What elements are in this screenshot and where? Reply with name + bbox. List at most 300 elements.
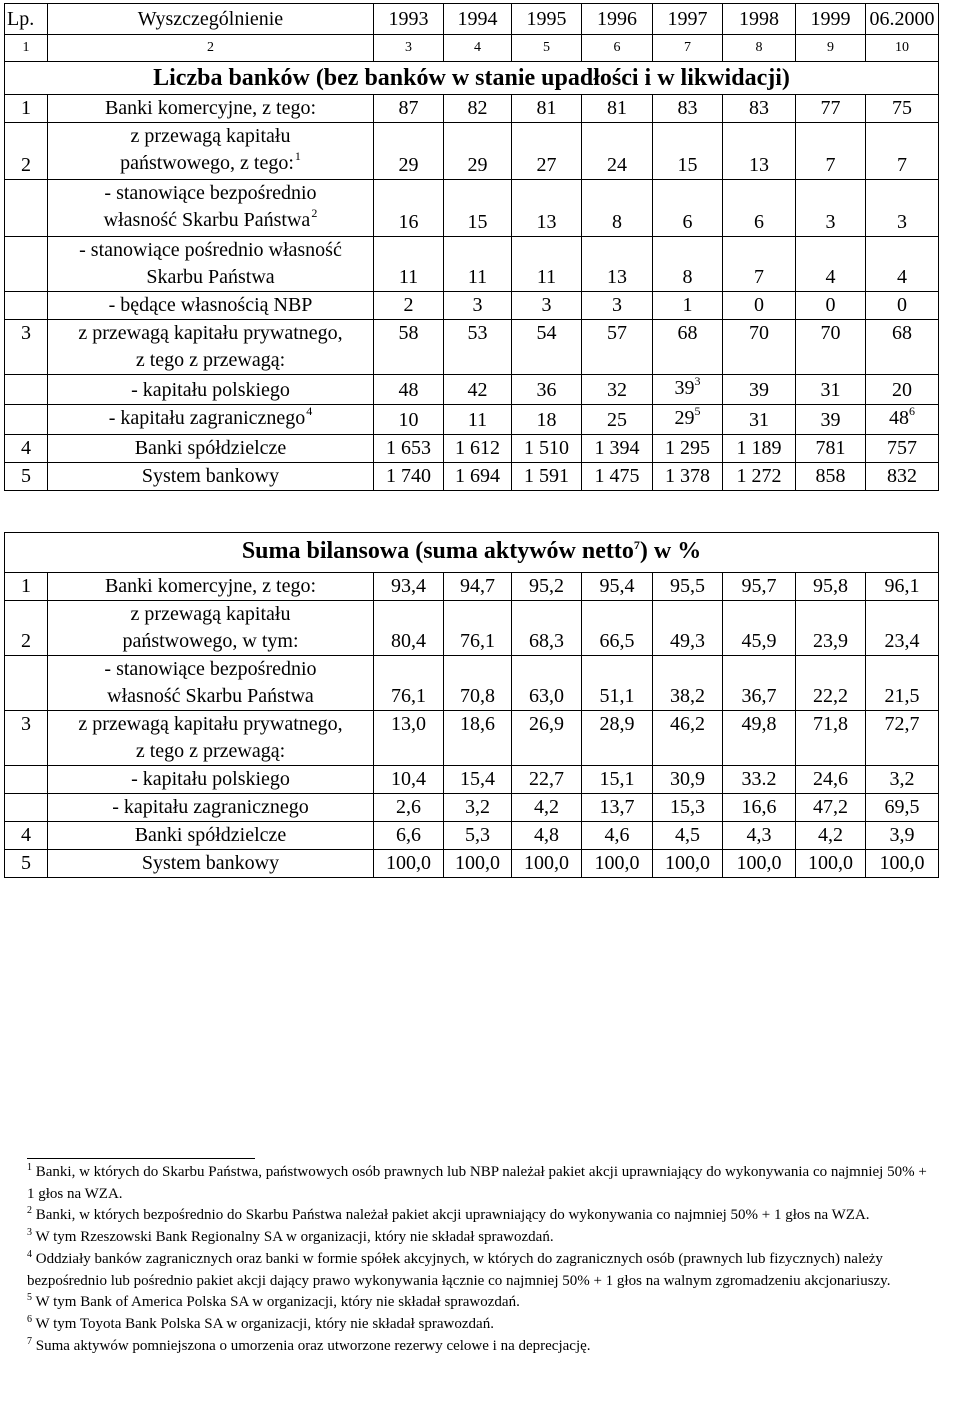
table-row [5,766,939,794]
value: 77 [820,97,841,119]
value: 2 [403,294,414,316]
row-description [48,292,374,320]
value: 70 [820,322,841,344]
value: 94,7 [460,575,495,597]
value: 82 [467,97,488,119]
footnote-ref: 1 [294,149,301,163]
value-cell [866,794,939,822]
value-cell [653,794,723,822]
value: 23,9 [813,630,848,652]
value: 68 [892,322,912,344]
value-cell [796,573,866,601]
table-row [5,237,939,292]
value-cell [866,180,939,237]
table-row [5,320,939,375]
value-cell [444,95,512,123]
value: 10 [398,409,419,431]
value-cell [796,822,866,850]
row-label-line1: System bankowy [141,852,280,874]
row-lp: 4 [5,822,48,850]
footnote-number: 7 [27,1336,32,1347]
value: 100,0 [524,852,569,874]
table-row [5,822,939,850]
value: 96,1 [884,575,920,597]
value-cell [723,405,796,435]
value: 4,6 [604,824,630,846]
value: 39 [749,379,769,401]
row-label-line1: z przewagą kapitału prywatnego, [78,713,343,735]
value: 95,7 [741,575,777,597]
value-cell [512,320,582,375]
value: 4 [897,266,907,288]
value: 832 [887,465,917,487]
value-cell [582,794,653,822]
value-cell [866,711,939,766]
value-cell [444,573,512,601]
row-label-line1: Banki komercyjne, z tego: [104,97,317,119]
footnote-text: Banki, w których bezpośrednio do Skarbu Państwa należał pakiet akcji uprawniający do wykonywania co najmniej 50% + 1 głos na WZA. [35,1207,870,1223]
value-cell [653,656,723,711]
value-cell [723,123,796,180]
value-cell [444,794,512,822]
table-row [5,123,939,180]
value-cell [796,766,866,794]
value: 3 [541,294,552,316]
value-cell [374,292,444,320]
value-cell [723,711,796,766]
value: 75 [892,97,912,119]
value-cell [866,123,939,180]
value: 31 [820,379,841,401]
value-cell [512,123,582,180]
value-cell [796,850,866,878]
footnote [27,1162,927,1205]
value-cell [796,375,866,405]
value-cell [444,123,512,180]
value-cell [796,711,866,766]
value-cell [512,573,582,601]
column-number-row [5,35,939,62]
value-cell [444,180,512,237]
value: 54 [536,322,557,344]
row-lp: 1 [5,573,48,601]
value-cell [723,180,796,237]
value-cell [866,95,939,123]
row-description [48,601,374,656]
value-cell [444,822,512,850]
value-cell [444,656,512,711]
value: 48 [889,407,909,429]
value: 3,2 [889,768,915,790]
value: 24 [607,154,627,176]
section-title: Liczba banków (bez banków w stanie upadłości i w likwidacji) [5,62,939,95]
value-cell [444,435,512,463]
section-title-row [5,62,939,95]
value: 757 [887,437,917,459]
row-label-line2: państwowego, w tym: [122,630,299,652]
value-cell [796,95,866,123]
value: 68 [677,322,698,344]
value: 72,7 [884,713,920,735]
row-label-line2: państwowego, z tego: [120,152,294,174]
value-cell [796,463,866,491]
column-number: 3 [374,35,444,62]
value-cell [723,463,796,491]
value: 13 [536,211,557,233]
value: 87 [398,97,419,119]
column-number: 4 [444,35,512,62]
value: 66,5 [599,630,635,652]
value-cell [866,237,939,292]
footnote-number: 1 [27,1162,32,1173]
value-cell [796,405,866,435]
value-cell [866,766,939,794]
value: 20 [892,379,912,401]
value: 18,6 [460,713,495,735]
value: 47,2 [813,796,848,818]
footnote-text: W tym Bank of America Polska SA w organizacji, który nie składał sprawozdań. [35,1294,520,1310]
header-lp: Lp. [5,4,48,35]
footnote-number: 6 [27,1314,32,1325]
value-cell [512,435,582,463]
column-number: 8 [723,35,796,62]
row-description [48,822,374,850]
value-cell [866,822,939,850]
value: 71,8 [813,713,848,735]
value-cell [512,405,582,435]
value: 781 [815,437,846,459]
row-lp [5,375,48,405]
value-cell [374,711,444,766]
value: 1 740 [386,465,431,487]
footnote [27,1336,927,1358]
value-cell [723,292,796,320]
value: 45,9 [741,630,777,652]
table-row [5,601,939,656]
value: 42 [467,379,488,401]
value: 1 653 [386,437,431,459]
row-lp: 2 [5,601,48,656]
value: 3,9 [889,824,915,846]
value-cell [653,375,723,405]
footnote-ref: 7 [633,538,640,552]
value-cell [866,435,939,463]
value: 18 [536,409,557,431]
value-cell [512,375,582,405]
value: 32 [607,379,627,401]
value-cell [866,656,939,711]
header-year: 1993 [374,4,444,35]
footnote-number: 3 [27,1227,32,1238]
value-cell [723,794,796,822]
value: 27 [536,154,557,176]
column-number: 6 [582,35,653,62]
value-cell [374,405,444,435]
value: 1 272 [736,465,782,487]
row-lp: 5 [5,850,48,878]
value: 15 [467,211,488,233]
table-row [5,656,939,711]
value-cell [444,463,512,491]
value-cell [723,375,796,405]
value: 11 [467,266,488,288]
value-cell [374,435,444,463]
value: 8 [682,266,693,288]
balance-sum-table [4,532,939,878]
footnote [27,1227,927,1249]
value: 11 [536,266,557,288]
row-label-line1: - stanowiące bezpośrednio [104,182,317,204]
value: 53 [467,322,488,344]
value-cell [653,405,723,435]
row-description [48,794,374,822]
footnotes [27,1162,927,1358]
value: 36 [536,379,557,401]
value-cell [444,601,512,656]
value-cell [653,435,723,463]
value: 10,4 [391,768,426,790]
value: 51,1 [599,685,635,707]
value: 1 694 [455,465,500,487]
value: 0 [754,294,764,316]
value-cell [512,601,582,656]
row-label-line1: - kapitału polskiego [131,379,290,401]
footnote-text: W tym Rzeszowski Bank Regionalny SA w organizacji, który nie składał sprawozdań. [35,1229,554,1245]
value: 15,1 [599,768,635,790]
value-cell [512,180,582,237]
row-description [48,573,374,601]
value: 4 [825,266,836,288]
header-year: 1998 [723,4,796,35]
value: 81 [607,97,627,119]
row-lp [5,405,48,435]
footnote-ref: 6 [909,404,915,418]
footnote-separator [27,1158,255,1159]
value: 1 394 [594,437,640,459]
footnote-ref: 5 [694,404,701,418]
value-cell [723,656,796,711]
value: 8 [612,211,622,233]
value-cell [796,237,866,292]
table-row [5,375,939,405]
value: 15 [677,154,698,176]
value-cell [723,850,796,878]
table-row [5,180,939,237]
value: 48 [398,379,419,401]
value-cell [444,237,512,292]
table-row [5,711,939,766]
value: 2,6 [396,796,421,818]
value: 7 [754,266,764,288]
value: 49,3 [670,630,705,652]
value: 13,7 [599,796,635,818]
value: 100,0 [455,852,500,874]
value: 70,8 [460,685,495,707]
row-lp: 3 [5,711,48,766]
value-cell [582,95,653,123]
value: 46,2 [670,713,705,735]
value-cell [512,292,582,320]
value: 95,8 [813,575,848,597]
value: 95,2 [529,575,564,597]
value-cell [374,320,444,375]
value: 58 [398,322,419,344]
footnote [27,1314,927,1336]
value-cell [653,601,723,656]
value-cell [512,822,582,850]
row-lp: 2 [5,123,48,180]
value-cell [582,435,653,463]
row-description [48,375,374,405]
value-cell [582,822,653,850]
value-cell [444,766,512,794]
value-cell [653,463,723,491]
value-cell [374,237,444,292]
column-number: 9 [796,35,866,62]
value-cell [444,320,512,375]
value-cell [866,375,939,405]
value-cell [512,794,582,822]
row-label-line1: - stanowiące bezpośrednio [104,658,317,680]
footnote-number: 5 [27,1292,32,1303]
value-cell [866,405,939,435]
value: 5,3 [465,824,490,846]
value-cell [374,123,444,180]
value: 83 [677,97,698,119]
value-cell [374,95,444,123]
value: 76,1 [391,685,426,707]
value-cell [723,601,796,656]
row-label-line1: - stanowiące pośrednio własność [79,239,342,261]
value-cell [653,180,723,237]
value-cell [512,766,582,794]
row-label-line1: z przewagą kapitału prywatnego, [78,322,343,344]
value-cell [653,292,723,320]
row-description [48,320,374,375]
value: 4,5 [675,824,700,846]
value-cell [796,180,866,237]
value-cell [723,320,796,375]
row-label-line2: Skarbu Państwa [146,266,275,288]
table-row [5,405,939,435]
row-description [48,123,374,180]
value: 13,0 [391,713,426,735]
value-cell [374,601,444,656]
value: 23,4 [884,630,920,652]
value-cell [723,822,796,850]
footnote-text: Oddziały banków zagranicznych oraz banki w formie spółek akcyjnych, w których do zagranicznych osób (prawnych lub fizycznych) należy bezpośrednio lub pośrednio pakiet akcji dający prawo wykonywania łącznie co najmniej 50% + 1 głos na walnym zgromadzeniu akcjonariuszy. [27,1251,891,1289]
value-cell [653,95,723,123]
value-cell [374,463,444,491]
value-cell [582,601,653,656]
row-label-line1: System bankowy [141,465,280,487]
value-cell [653,822,723,850]
value: 69,5 [884,796,920,818]
value-cell [512,237,582,292]
value-cell [374,573,444,601]
value: 26,9 [529,713,564,735]
value: 95,5 [670,575,705,597]
value-cell [512,711,582,766]
value-cell [866,601,939,656]
value: 31 [749,409,769,431]
value: 16 [398,211,419,233]
value: 28,9 [599,713,635,735]
row-description [48,656,374,711]
value-cell [653,711,723,766]
value: 29 [398,154,419,176]
footnote [27,1292,927,1314]
column-number: 2 [48,35,374,62]
value-cell [723,237,796,292]
value: 1 378 [665,465,710,487]
value: 1 189 [736,437,782,459]
row-label-line1: - kapitału polskiego [131,768,290,790]
value: 39 [674,377,695,399]
value-cell [653,573,723,601]
value: 15,3 [670,796,705,818]
value: 100,0 [736,852,782,874]
value-cell [444,711,512,766]
value: 36,7 [741,685,777,707]
value-cell [866,850,939,878]
value-cell [723,766,796,794]
row-lp [5,656,48,711]
row-label-line2: z tego z przewagą: [135,740,286,762]
footnote-number: 4 [27,1249,32,1260]
value-cell [374,850,444,878]
value: 3 [472,294,483,316]
value: 80,4 [391,630,426,652]
value: 33.2 [741,768,777,790]
footnote [27,1205,927,1227]
value: 81 [536,97,557,119]
row-lp: 5 [5,463,48,491]
row-description [48,711,374,766]
value-cell [653,766,723,794]
value: 0 [897,294,907,316]
value: 11 [398,266,419,288]
value: 6,6 [396,824,421,846]
value: 16,6 [741,796,777,818]
table-row [5,463,939,491]
table-row [5,435,939,463]
value-cell [374,180,444,237]
value-cell [723,573,796,601]
value-cell [866,573,939,601]
row-lp [5,766,48,794]
value: 63,0 [529,685,564,707]
table-row [5,850,939,878]
value: 22,7 [529,768,564,790]
value: 24,6 [813,768,848,790]
value: 4,2 [818,824,843,846]
value: 49,8 [741,713,777,735]
footnote-text: Suma aktywów pomniejszona o umorzenia oraz utworzone rezerwy celowe i na deprecjację. [35,1338,591,1354]
section-title-text: ) w % [639,538,702,564]
value-cell [582,180,653,237]
value: 6 [682,211,693,233]
value-cell [582,711,653,766]
row-lp: 1 [5,95,48,123]
row-description [48,95,374,123]
footnote [27,1249,927,1292]
row-description [48,180,374,237]
value: 858 [815,465,846,487]
value-cell [582,320,653,375]
column-number: 5 [512,35,582,62]
table-row [5,794,939,822]
